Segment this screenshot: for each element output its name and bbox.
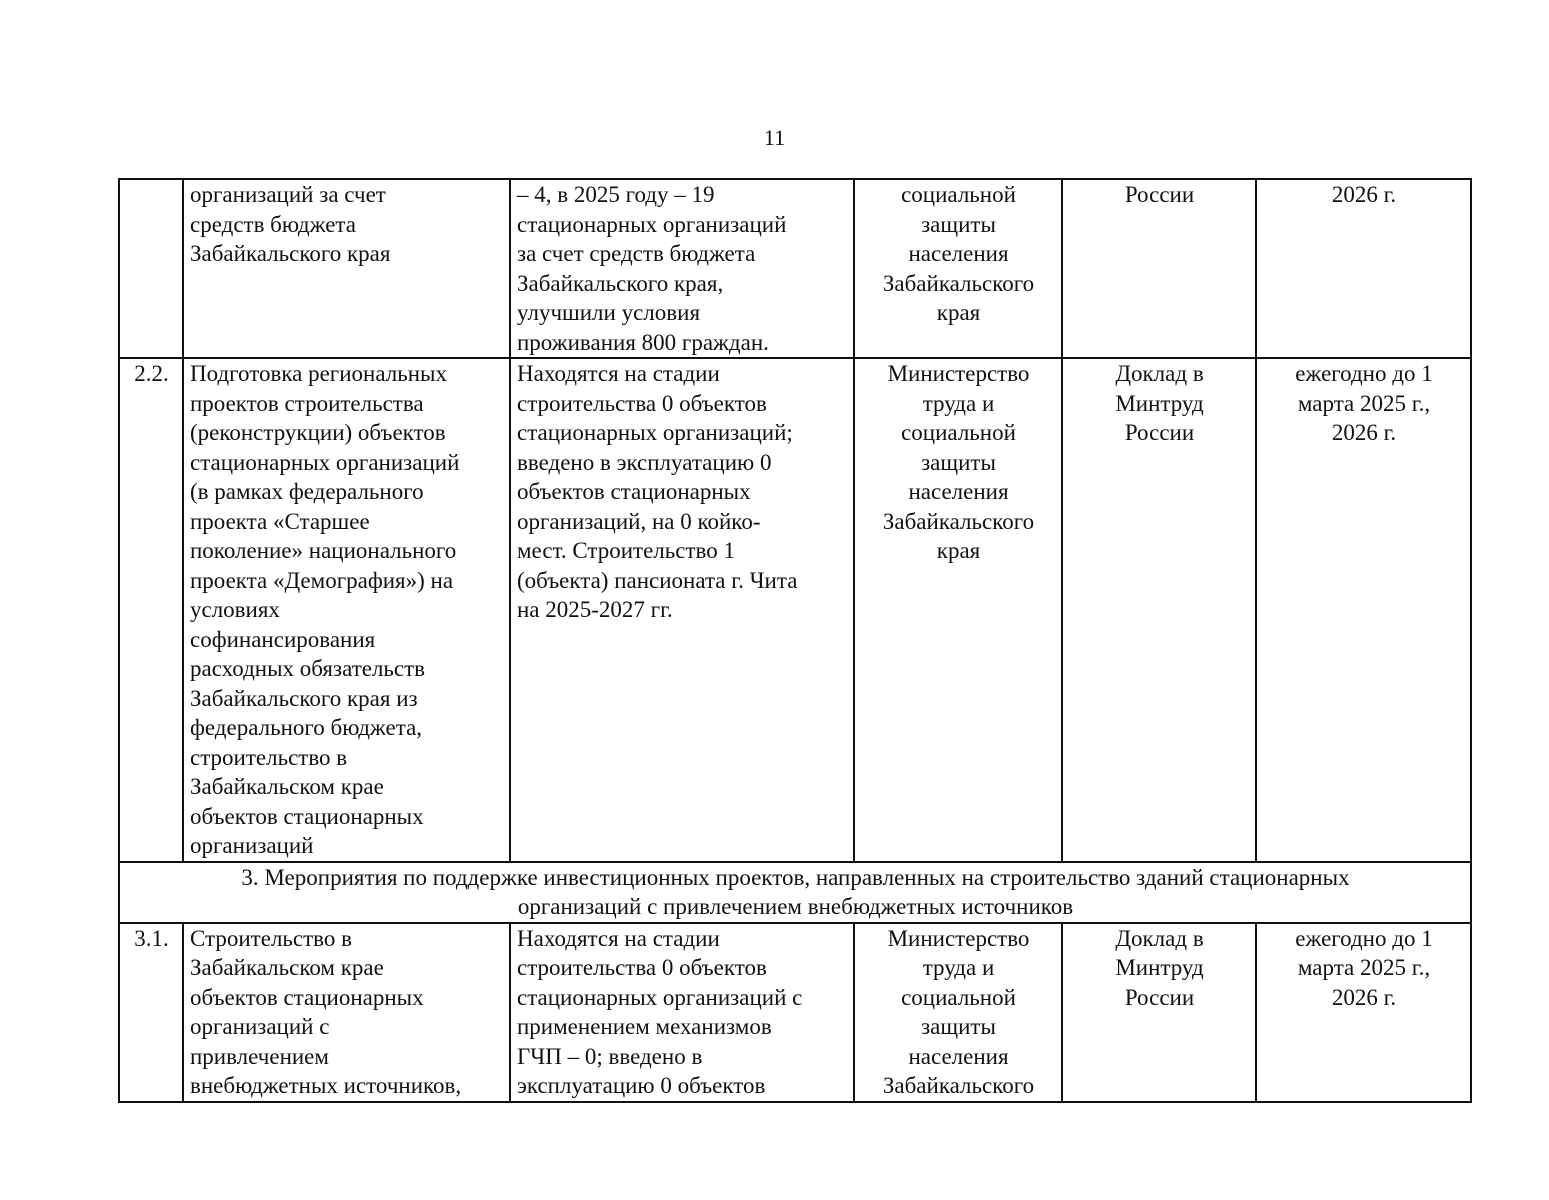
measure-name-cell: [183, 358, 510, 862]
cell-text-line: Забайкальского: [882, 270, 1035, 296]
cell-text-line: стационарных организаций: [517, 211, 787, 237]
cell-text-line: проекта «Старшее: [190, 508, 370, 534]
table-row: [119, 179, 1471, 358]
cell-text-line: проектов строительства: [190, 390, 424, 416]
table-row: [119, 923, 1471, 1102]
cell-text-line: организаций за счет: [190, 182, 386, 207]
cell-text-line: края: [936, 538, 981, 563]
deadline-cell: [1256, 923, 1471, 1102]
cell-text-line: Подготовка региональных: [190, 361, 447, 386]
cell-text-line: социальной: [901, 182, 1016, 207]
page-number: 11: [763, 125, 786, 150]
report-form-cell: [1062, 179, 1256, 358]
cell-text-line: 2026 г.: [1331, 420, 1397, 445]
cell-text-line: России: [1124, 984, 1195, 1010]
cell-text-line: Забайкальском крае: [190, 955, 384, 980]
cell-text-line: труда и: [922, 955, 995, 980]
cell-text-line: Министерство: [887, 925, 1030, 951]
measures-table: [118, 178, 1472, 1103]
cell-text-line: применением механизмов: [517, 1014, 772, 1039]
section-heading-line-2: организаций с привлечением внебюджетных источников: [517, 894, 1074, 919]
cell-text-line: Доклад в: [1115, 925, 1204, 951]
cell-text-line: Находятся на стадии: [517, 361, 720, 386]
cell-text-line: социальной: [901, 984, 1016, 1010]
cell-text-line: 2026 г.: [1331, 984, 1397, 1010]
row-number-cell: [119, 179, 183, 358]
cell-text-line: средств бюджета: [190, 211, 356, 237]
cell-text-line: эксплуатацию 0 объектов: [517, 1073, 766, 1098]
cell-text-line: (в рамках федерального: [190, 479, 424, 504]
section-heading: [119, 862, 1471, 923]
cell-text-line: софинансирования: [190, 626, 376, 652]
expected-result-cell: [510, 179, 854, 358]
cell-text-line: строительства 0 объектов: [517, 955, 767, 980]
cell-text-line: Министерство: [887, 361, 1030, 386]
cell-text-line: Доклад в: [1115, 361, 1204, 386]
cell-text-line: организаций с: [190, 1014, 330, 1039]
cell-text-line: строительство в: [190, 744, 348, 770]
cell-text-line: Забайкальского: [882, 508, 1035, 534]
deadline-cell: [1256, 358, 1471, 862]
cell-text-line: защиты: [921, 211, 996, 237]
cell-text-line: края: [936, 300, 981, 325]
expected-result-cell: [510, 358, 854, 862]
cell-text-line: населения: [908, 241, 1009, 266]
section-heading-line-1: 3. Мероприятия по поддержке инвестиционных проектов, направленных на строительство зданий стационарных: [241, 864, 1350, 890]
cell-text-line: Забайкальского края,: [517, 270, 724, 296]
cell-text-line: населения: [908, 479, 1009, 504]
measure-name-cell: [183, 923, 510, 1102]
executor-cell: [854, 179, 1062, 358]
cell-text-line: – 4, в 2025 году – 19: [517, 182, 715, 207]
table-row: [119, 358, 1471, 862]
cell-text-line: Забайкальского края из: [190, 685, 418, 711]
executor-cell: [854, 923, 1062, 1102]
cell-text-line: Минтруд: [1115, 390, 1204, 416]
cell-text-line: Минтруд: [1115, 955, 1204, 980]
cell-text-line: организаций: [190, 833, 314, 858]
cell-text-line: России: [1124, 420, 1195, 445]
cell-text-line: ежегодно до 1: [1295, 361, 1433, 386]
cell-text-line: строительства 0 объектов: [517, 390, 767, 416]
row-number-cell: 3.1.: [119, 923, 183, 1102]
cell-text-line: внебюджетных источников,: [190, 1073, 462, 1098]
cell-text-line: стационарных организаций с: [517, 984, 803, 1010]
report-form-cell: [1062, 358, 1256, 862]
cell-text-line: расходных обязательств: [190, 656, 426, 681]
cell-text-line: объектов стационарных: [190, 984, 424, 1010]
cell-text-line: (объекта) пансионата г. Чита: [517, 567, 798, 593]
cell-text-line: (реконструкции) объектов: [190, 420, 446, 445]
cell-text-line: Забайкальском крае: [190, 774, 384, 799]
cell-text-line: ежегодно до 1: [1295, 925, 1433, 951]
cell-text-line: 2026 г.: [1331, 182, 1397, 207]
cell-text-line: федерального бюджета,: [190, 715, 423, 740]
cell-text-line: защиты: [921, 449, 996, 475]
cell-text-line: организаций, на 0 койко-: [517, 508, 761, 534]
cell-text-line: введено в эксплуатацию 0: [517, 449, 772, 475]
cell-text-line: Находятся на стадии: [517, 925, 720, 951]
cell-text-line: Забайкальского края: [190, 241, 391, 266]
cell-text-line: за счет средств бюджета: [517, 241, 756, 266]
measure-name-cell: [183, 179, 510, 358]
report-form-cell: [1062, 923, 1256, 1102]
cell-text-line: привлечением: [190, 1043, 329, 1069]
cell-text-line: улучшили условия: [517, 300, 701, 325]
cell-text-line: Забайкальского: [882, 1073, 1035, 1098]
cell-text-line: марта 2025 г.,: [1297, 390, 1431, 416]
section-header-row: [119, 862, 1471, 923]
expected-result-cell: [510, 923, 854, 1102]
cell-text-line: России: [1124, 182, 1195, 207]
cell-text-line: социальной: [901, 420, 1016, 445]
cell-text-line: стационарных организаций;: [517, 420, 793, 445]
cell-text-line: объектов стационарных: [517, 479, 751, 504]
deadline-cell: [1256, 179, 1471, 358]
cell-text-line: защиты: [921, 1014, 996, 1039]
cell-text-line: населения: [908, 1043, 1009, 1069]
cell-text-line: проекта «Демография») на: [190, 567, 454, 593]
cell-text-line: поколение» национального: [190, 538, 457, 563]
cell-text-line: мест. Строительство 1: [517, 538, 735, 563]
executor-cell: [854, 358, 1062, 862]
cell-text-line: труда и: [922, 390, 995, 416]
cell-text-line: условиях: [190, 597, 280, 622]
cell-text-line: стационарных организаций: [190, 449, 460, 475]
cell-text-line: ГЧП – 0; введено в: [517, 1043, 703, 1069]
cell-text-line: марта 2025 г.,: [1297, 955, 1431, 980]
cell-text-line: на 2025-2027 гг.: [517, 597, 673, 622]
cell-text-line: проживания 800 граждан.: [517, 329, 769, 355]
cell-text-line: Строительство в: [190, 925, 352, 951]
cell-text-line: объектов стационарных: [190, 803, 424, 829]
row-number-cell: 2.2.: [119, 358, 183, 862]
